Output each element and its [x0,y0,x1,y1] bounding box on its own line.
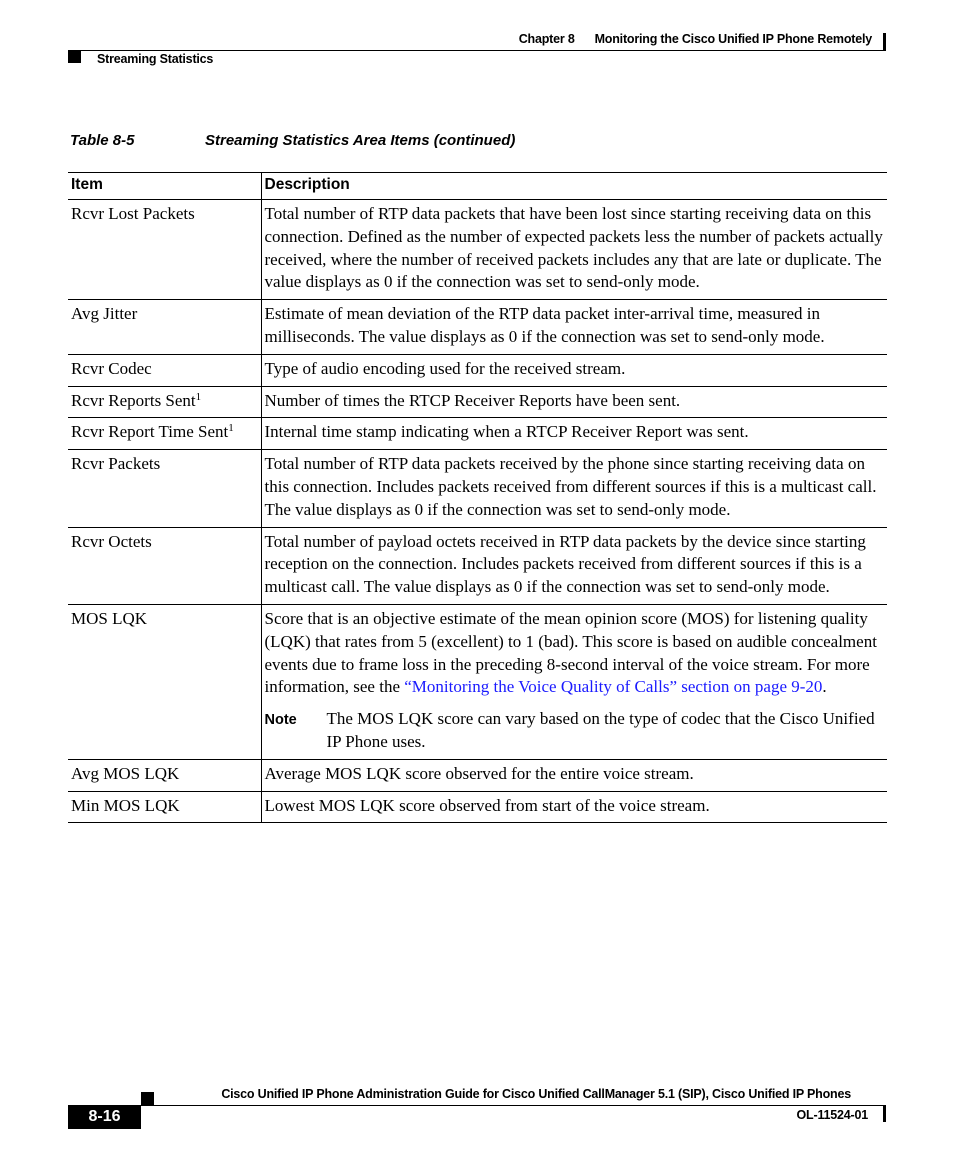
header-rule [68,50,886,51]
description-cell: Total number of RTP data packets received by the phone since starting receiving data on this connection. Includes packets received from different sources if this is a multicast call. The value displays as 0 if the connection was set to send-only mode. [261,450,887,527]
document-id: OL-11524-01 [796,1108,868,1122]
item-cell: Min MOS LQK [68,791,261,823]
table-header-row [68,173,887,200]
note-label: Note [264,712,297,729]
description-text: Score that is an objective estimate of the mean opinion score (MOS) for listening quality (LQK) that rates from 5 (excellent) to 1 (bad). This score is based on audible concealment events due to frame loss in the preceding 8-second interval of the voice stream. For more information, see the [264,608,877,697]
table-row [68,200,887,300]
note-block [265,708,886,754]
description-cell: Average MOS LQK score observed for the entire voice stream. [261,759,887,791]
footer-bar [883,1106,886,1122]
column-header-item: Item [68,173,261,200]
note-text: The MOS LQK score can vary based on the type of codec that the Cisco Unified IP Phone uses. [326,709,875,751]
book-title: Cisco Unified IP Phone Administration Guide for Cisco Unified CallManager 5.1 (SIP), Cisco Unified IP Phones [221,1087,851,1101]
table-row [68,386,887,418]
cross-reference-link[interactable]: “Monitoring the Voice Quality of Calls” section on page 9-20 [404,677,823,697]
description-cell: Total number of payload octets received in RTP data packets by the device since starting reception on the connection. Includes packets received from different sources if this is a multicast call. The value displays as 0 if the connection was set to send-only mode. [261,527,887,604]
table-caption [70,132,515,149]
header-bar [883,33,886,50]
chapter-number: Chapter 8 [518,32,575,46]
running-header [519,32,872,46]
table-row [68,791,887,823]
item-cell [68,418,261,450]
item-label: Rcvr Reports Sent [71,390,196,410]
description-cell: Number of times the RTCP Receiver Reports have been sent. [261,386,887,418]
item-cell: Rcvr Packets [68,450,261,527]
statistics-table [68,172,887,823]
item-cell: MOS LQK [68,604,261,759]
table-row [68,418,887,450]
description-cell: Total number of RTP data packets that have been lost since starting receiving data on this connection. Defined as the number of expected packets less the number of packets actually received, where the number of received packets includes any that are late or duplicate. The value displays as 0 if the connection was set to send-only mode. [261,200,887,300]
table-row [68,300,887,355]
footnote-marker: 1 [228,422,234,435]
table-row [68,604,887,759]
column-header-description: Description [261,173,887,200]
table-row [68,354,887,386]
page-number: 8-16 [68,1105,141,1129]
description-paragraph [265,608,886,699]
table-number: Table 8-5 [70,132,135,149]
chapter-title: Monitoring the Cisco Unified IP Phone Remotely [594,32,872,46]
item-label: Rcvr Report Time Sent [71,422,229,442]
header-square [68,51,81,63]
description-cell: Internal time stamp indicating when a RTCP Receiver Report was sent. [261,418,887,450]
section-title: Streaming Statistics [97,52,214,66]
table-row [68,527,887,604]
table-row [68,759,887,791]
description-cell: Estimate of mean deviation of the RTP data packet inter-arrival time, measured in milliseconds. The value displays as 0 if the connection was set to send-only mode. [261,300,887,355]
description-period: . [822,677,827,697]
footer-rule [68,1105,886,1106]
description-cell: Type of audio encoding used for the received stream. [261,354,887,386]
item-cell: Rcvr Octets [68,527,261,604]
item-cell [68,386,261,418]
table-row [68,450,887,527]
item-cell: Rcvr Codec [68,354,261,386]
item-cell: Avg MOS LQK [68,759,261,791]
description-cell: Lowest MOS LQK score observed from start of the voice stream. [261,791,887,823]
item-cell: Avg Jitter [68,300,261,355]
table-title: Streaming Statistics Area Items (continued) [205,132,516,149]
description-cell [261,604,887,759]
item-cell: Rcvr Lost Packets [68,200,261,300]
footer-square [141,1092,154,1105]
footnote-marker: 1 [195,390,202,403]
